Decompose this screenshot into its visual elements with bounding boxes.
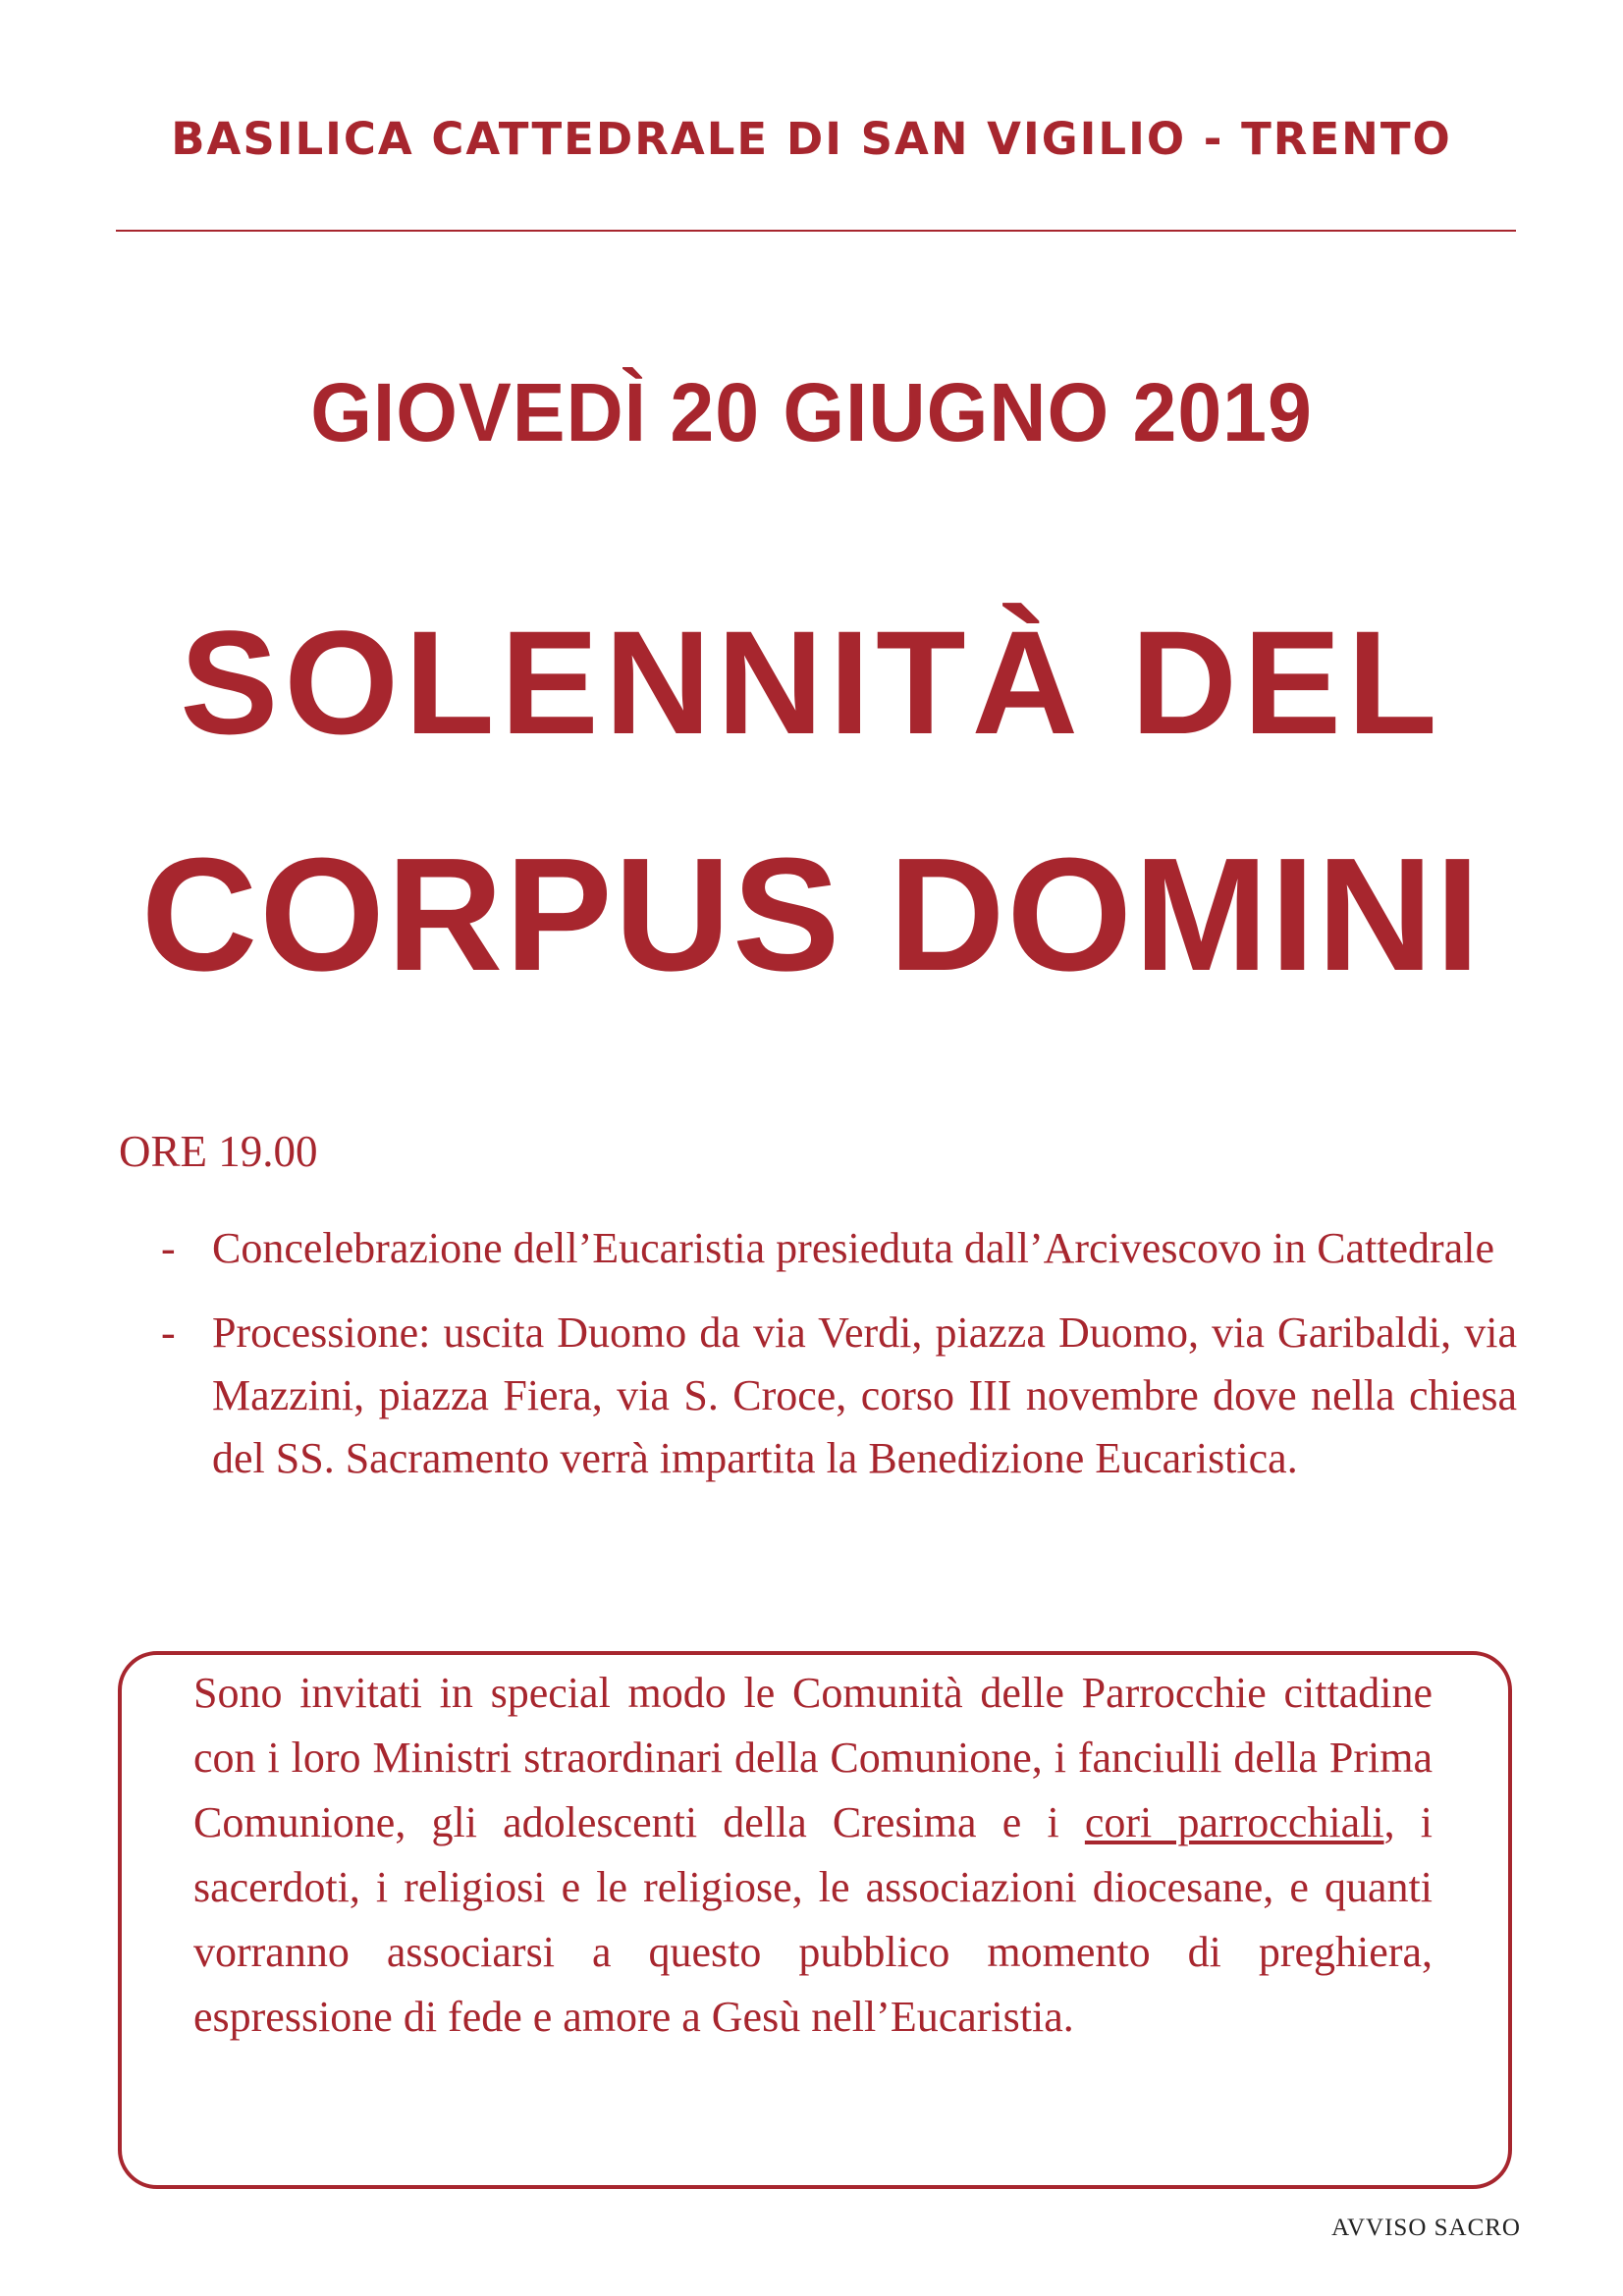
- event-title-line-2: CORPUS DOMINI: [140, 825, 1483, 1004]
- invitation-text-part-2: , i sacerdoti, i religiosi e le religiose, le associazioni diocesane, e quanti vorranno associarsi a questo pubblico momento di preghiera, espressione di fede e amore a Gesù nell’Eucaristia.: [193, 1798, 1433, 2041]
- invitation-text-part-1: Sono invitati in special modo le Comunità delle Parrocchie cittadine con i loro Ministri straordinari della Comunione, i fanciulli della Prima Comunione, gli adolescenti della Cresima e i: [193, 1669, 1433, 1846]
- program-list: [157, 1217, 1517, 1512]
- invitation-text: [193, 1661, 1433, 2050]
- program-item-text: Processione: uscita Duomo da via Verdi, piazza Duomo, via Garibaldi, via Mazzini, piazza Fiera, via S. Croce, corso III novembre dove nella chiesa del SS. Sacramento verrà impartita la Benedizione Eucaristica.: [212, 1308, 1517, 1482]
- event-time: ORE 19.00: [119, 1127, 318, 1176]
- event-title-line-1: SOLENNITÀ DEL: [180, 600, 1443, 765]
- program-bullet: -: [161, 1308, 176, 1357]
- program-item-text: Concelebrazione dell’Eucaristia presieduta dall’Arcivescovo in Cattedrale: [212, 1224, 1494, 1272]
- program-item-procession: [157, 1302, 1517, 1490]
- event-date: GIOVEDÌ 20 GIUGNO 2019: [310, 366, 1313, 458]
- invitation-underlined-choirs: cori parrocchiali: [1084, 1798, 1384, 1846]
- footer-notice: AVVISO SACRO: [1331, 2215, 1521, 2241]
- program-item-mass: [157, 1217, 1517, 1280]
- header-divider: [116, 230, 1516, 232]
- program-bullet: -: [161, 1224, 176, 1272]
- header-institution: BASILICA CATTEDRALE DI SAN VIGILIO - TRENTO: [171, 113, 1452, 165]
